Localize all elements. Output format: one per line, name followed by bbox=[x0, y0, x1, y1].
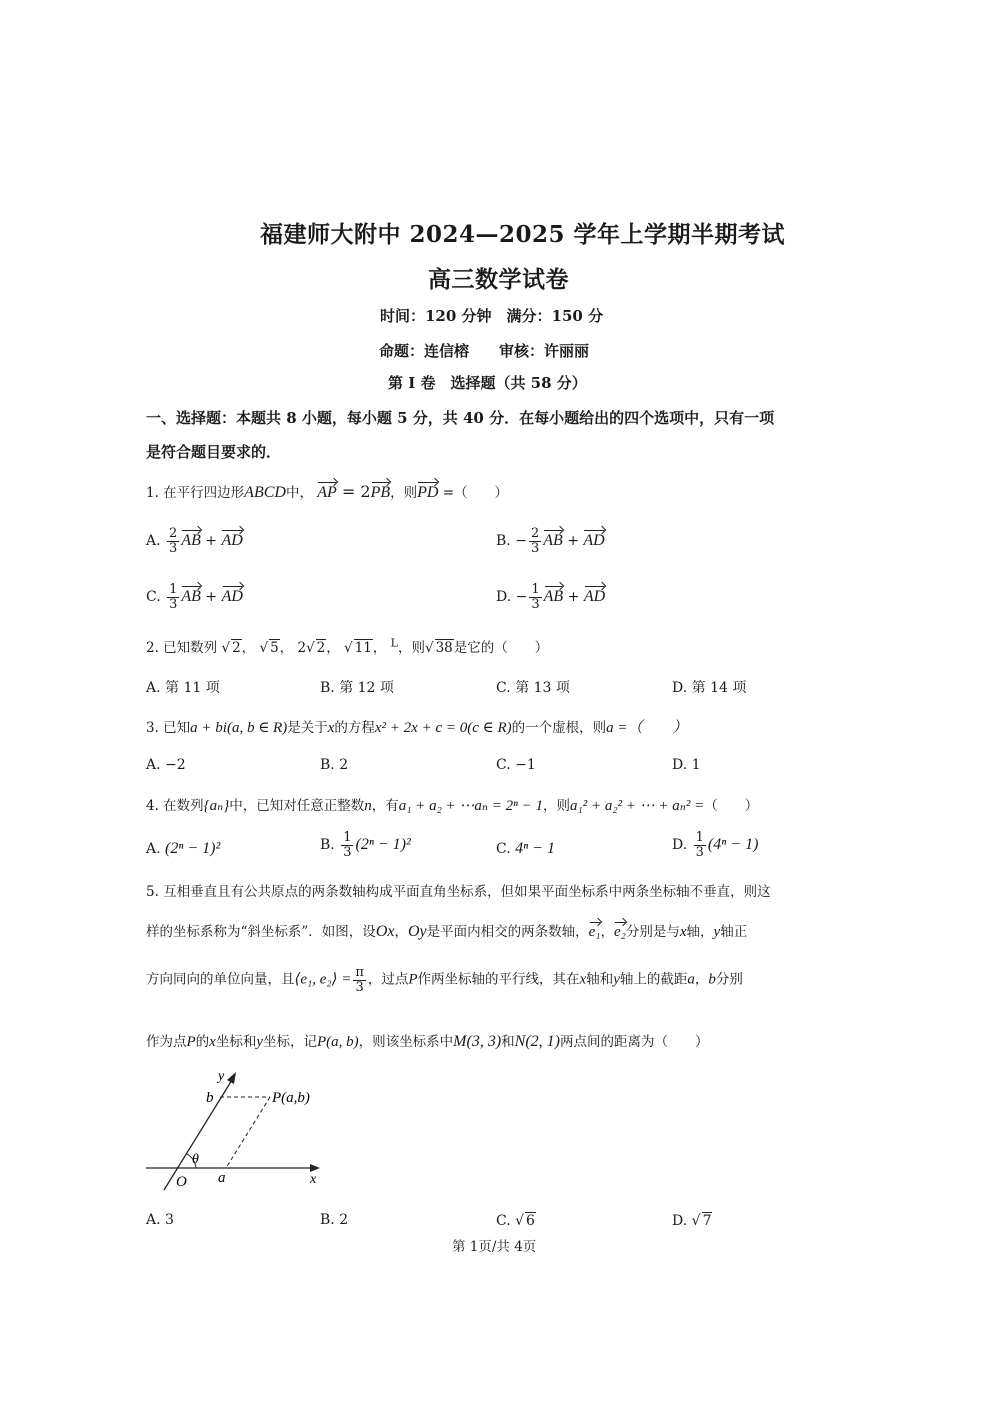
vector-ab: AB bbox=[543, 532, 563, 550]
q4-equation: a₁ + a₂ + ⋯aₙ = 2ⁿ − 1 bbox=[398, 798, 543, 814]
q5-oy: Oy bbox=[407, 923, 427, 940]
q1-prefix: 1. 在平行四边形 bbox=[146, 485, 245, 501]
question-5-line-2 bbox=[146, 920, 747, 941]
q5-b: b bbox=[708, 971, 716, 988]
vector-e1: e₁ bbox=[588, 924, 601, 940]
q5-sep: ， bbox=[600, 924, 614, 940]
q5-ox: Ox bbox=[375, 923, 395, 940]
theta-label: θ bbox=[192, 1152, 199, 1167]
q4-ask: （ ） bbox=[704, 798, 759, 814]
q2-option-b: B. 第 12 项 bbox=[320, 680, 394, 696]
q4-option-d bbox=[672, 831, 758, 859]
vector-ad: AD bbox=[221, 588, 243, 606]
option-label: A. bbox=[146, 533, 161, 550]
q4-n: n bbox=[364, 798, 372, 814]
fraction bbox=[167, 583, 179, 611]
q5-y: y bbox=[613, 971, 620, 988]
oblique-coordinate-figure bbox=[140, 1066, 340, 1196]
q2-target: 38 bbox=[435, 640, 453, 656]
numerator: 1 bbox=[169, 582, 178, 597]
q3-end: 的一个虚根，则 bbox=[511, 720, 607, 736]
section-instructions-line1: 一、选择题：本题共 8 小题，每小题 5 分，共 40 分．在每小题给出的四个选项中，只有一项 bbox=[146, 409, 775, 427]
q4-mid: 中，已知对任意正整数 bbox=[229, 798, 365, 814]
q5-text: 轴正 bbox=[720, 924, 748, 940]
section-instructions-line2: 是符合题目要求的． bbox=[146, 443, 282, 461]
q4-sequence: {aₙ} bbox=[203, 798, 230, 814]
q1-shape: ABCD bbox=[244, 484, 286, 501]
exam-subtitle: 高三数学试卷 bbox=[428, 266, 569, 293]
fraction bbox=[353, 966, 366, 994]
q4-then: ，则 bbox=[542, 798, 570, 814]
denominator: 3 bbox=[343, 844, 352, 860]
plus-sign: + bbox=[200, 533, 222, 550]
q5-text: 作为点 bbox=[146, 1034, 187, 1050]
time-info: 时间：120 分钟 满分：150 分 bbox=[380, 307, 604, 325]
denominator: 3 bbox=[695, 844, 704, 860]
numerator: 1 bbox=[343, 830, 352, 845]
y-axis-label: y bbox=[218, 1069, 225, 1084]
q1-then: ，则 bbox=[390, 485, 418, 501]
q3-mid: 是关于 bbox=[287, 720, 328, 736]
q5-text: 样的坐标系称为“斜坐标系”．如图，设 bbox=[146, 924, 376, 940]
q4-option-a bbox=[146, 840, 220, 858]
option-sign: − bbox=[515, 589, 528, 606]
q5-angle: ⟨e₁, e₂⟩ = bbox=[294, 971, 352, 988]
question-4 bbox=[146, 794, 758, 815]
y-axis-arrow bbox=[227, 1072, 236, 1084]
sqrt-value: 7 bbox=[702, 1213, 712, 1229]
q2-prefix: 2. 已知数列 bbox=[146, 640, 218, 656]
a-label: a bbox=[218, 1170, 226, 1186]
vector-e2: e₂ bbox=[614, 924, 626, 940]
q5-text: 和 bbox=[501, 1034, 515, 1050]
x-axis-arrow bbox=[310, 1164, 320, 1172]
denominator: 3 bbox=[169, 540, 178, 556]
q1-option-b bbox=[496, 527, 605, 555]
q5-text: ，过点 bbox=[367, 971, 409, 988]
vector-ab: AB bbox=[181, 588, 201, 606]
vector-ap: AP bbox=[317, 484, 337, 501]
vector-ab: AB bbox=[181, 532, 201, 550]
question-5-line-1: 5. 互相垂直且有公共原点的两条数轴构成平面直角坐标系，但如果平面坐标系中两条坐标轴不垂直，则这 bbox=[146, 884, 771, 900]
q5-pab: P(a, b) bbox=[317, 1034, 359, 1050]
vector-ad: AD bbox=[583, 588, 606, 606]
plus-sign: + bbox=[200, 589, 222, 606]
vector-pd: PD bbox=[417, 484, 439, 501]
q2-term-3: 2 bbox=[316, 640, 326, 656]
question-3 bbox=[146, 716, 688, 737]
option-label: B. bbox=[496, 533, 511, 550]
q5-text: 作两坐标轴的平行线，其在 bbox=[417, 971, 580, 988]
option-label: C. bbox=[496, 841, 511, 857]
q4-option-b bbox=[320, 831, 411, 859]
q3-option-d: D. 1 bbox=[672, 757, 701, 773]
b-label: b bbox=[206, 1090, 214, 1106]
option-label: D. bbox=[672, 1213, 688, 1229]
fraction bbox=[529, 583, 541, 611]
denominator: 3 bbox=[530, 540, 540, 556]
q5-text: 坐标和 bbox=[215, 1034, 257, 1050]
part-heading: 第 I 卷 选择题（共 58 分） bbox=[388, 374, 587, 392]
q5-text: 分别是与 bbox=[625, 924, 680, 940]
page-footer: 第 1页/共 4页 bbox=[452, 1239, 537, 1255]
q3-option-b: B. 2 bbox=[320, 757, 349, 773]
q2-option-c: C. 第 13 项 bbox=[496, 680, 570, 696]
vector-ad: AD bbox=[221, 532, 243, 550]
option-expr: (4ⁿ − 1) bbox=[707, 836, 759, 854]
denominator: 3 bbox=[531, 596, 540, 612]
plus-sign: + bbox=[562, 533, 584, 550]
q2-option-a: A. 第 11 项 bbox=[146, 680, 220, 696]
q5-option-b: B. 2 bbox=[320, 1212, 349, 1228]
q2-term-2: 5 bbox=[270, 640, 279, 656]
numerator: 2 bbox=[169, 526, 178, 541]
q3-option-a: A. −2 bbox=[146, 757, 186, 773]
q5-sep: ， bbox=[394, 924, 408, 940]
sqrt-value: 6 bbox=[526, 1213, 535, 1229]
option-sign: − bbox=[515, 533, 527, 550]
option-label: B. bbox=[320, 837, 335, 854]
q1-cond-eq: = 2 bbox=[336, 482, 371, 501]
vector-ab: AB bbox=[543, 588, 564, 606]
q5-text: 分别 bbox=[715, 971, 743, 988]
option-label: A. bbox=[146, 841, 161, 857]
q1-mid: 中， bbox=[285, 485, 313, 501]
q3-expr: a + bi(a, b ∈ R) bbox=[190, 720, 288, 736]
authors-info: 命题：连信榕 审核：许丽丽 bbox=[379, 342, 590, 360]
q5-x: x bbox=[679, 924, 687, 940]
q5-option-d: D. √ 7 bbox=[672, 1213, 712, 1229]
q4-mid2: ，有 bbox=[371, 798, 399, 814]
q5-text: ， bbox=[694, 971, 709, 988]
q5-a: a bbox=[687, 971, 695, 988]
q4-target: a₁² + a₂² + ⋯ + aₙ² = bbox=[569, 798, 705, 814]
q4-option-c bbox=[496, 840, 555, 858]
numerator: 1 bbox=[695, 830, 704, 845]
q5-p: P bbox=[186, 1034, 196, 1050]
option-label: D. bbox=[496, 589, 512, 606]
option-label: C. bbox=[146, 589, 161, 606]
q2-dots: L bbox=[390, 636, 398, 650]
p-label: P(a,b) bbox=[272, 1090, 310, 1106]
q2-term-4: 11 bbox=[354, 640, 372, 656]
question-5-line-4 bbox=[146, 1030, 708, 1051]
q5-option-c: C. √ 6 bbox=[496, 1213, 535, 1229]
fraction bbox=[341, 831, 353, 859]
option-expr: (2ⁿ − 1)² bbox=[165, 840, 221, 857]
numerator: 2 bbox=[530, 526, 540, 541]
fraction bbox=[167, 527, 179, 555]
option-expr: 4ⁿ − 1 bbox=[515, 840, 555, 857]
fraction bbox=[529, 527, 541, 555]
q2-term-1: 2 bbox=[232, 640, 241, 656]
q3-ask: a =（ ） bbox=[606, 720, 688, 736]
option-label: C. bbox=[496, 1213, 511, 1229]
question-1 bbox=[146, 481, 508, 502]
x-axis-label: x bbox=[310, 1172, 317, 1187]
q5-point-m: M(3, 3) bbox=[453, 1033, 502, 1050]
q2-then: ，则 bbox=[397, 640, 425, 656]
numerator: π bbox=[355, 965, 364, 980]
q5-text: 是平面内相交的两条数轴， bbox=[426, 924, 589, 940]
origin-label: O bbox=[176, 1174, 187, 1190]
q5-text: 轴， bbox=[686, 924, 714, 940]
q5-x: x bbox=[579, 971, 587, 988]
vector-ad: AD bbox=[583, 532, 605, 550]
q5-point-n: N(2, 1) bbox=[514, 1033, 560, 1050]
q5-text: ，则该坐标系中 bbox=[358, 1034, 454, 1050]
question-5-line-3 bbox=[146, 966, 743, 994]
q5-text: 的 bbox=[195, 1034, 210, 1050]
denominator: 3 bbox=[355, 979, 364, 995]
dashed-line-side bbox=[226, 1097, 270, 1168]
option-expr: (2ⁿ − 1)² bbox=[355, 836, 411, 854]
q2-term-3-coef: 2 bbox=[297, 640, 307, 656]
option-label: D. bbox=[672, 837, 688, 854]
q5-y: y bbox=[256, 1034, 264, 1050]
q3-mid2: 的方程 bbox=[334, 720, 375, 736]
q1-option-a bbox=[146, 527, 243, 555]
numerator: 1 bbox=[531, 582, 540, 597]
q5-text: 两点间的距离为（ ） bbox=[559, 1034, 709, 1050]
q3-option-c: C. −1 bbox=[496, 757, 536, 773]
q5-y: y bbox=[713, 924, 721, 940]
q3-prefix: 3. 已知 bbox=[146, 720, 191, 736]
plus-sign: + bbox=[563, 589, 584, 606]
q5-text: 轴上的截距 bbox=[619, 971, 688, 988]
q3-equation: x² + 2x + c = 0(c ∈ R) bbox=[374, 720, 512, 736]
q5-p: P bbox=[408, 971, 418, 988]
q3-var: x bbox=[327, 720, 335, 736]
q5-option-a: A. 3 bbox=[146, 1212, 174, 1228]
exam-title: 福建师大附中 2024—2025 学年上学期半期考试 bbox=[260, 221, 786, 248]
q2-option-d: D. 第 14 项 bbox=[672, 680, 747, 696]
q5-x: x bbox=[209, 1034, 216, 1050]
q4-prefix: 4. 在数列 bbox=[146, 798, 204, 814]
q1-option-c bbox=[146, 583, 243, 611]
question-2: 2. 已知数列 √ 2， √ 5， 2√ 2， √ 11， $^L$，则√ 38是它的（ ） bbox=[146, 636, 549, 656]
q5-text: 坐标，记 bbox=[263, 1034, 318, 1050]
q1-option-d bbox=[496, 583, 605, 611]
q5-text: 轴和 bbox=[586, 971, 614, 988]
q5-text: 方向同向的单位向量，且 bbox=[146, 971, 295, 988]
vector-pb: PB bbox=[370, 484, 391, 501]
fraction bbox=[694, 831, 706, 859]
denominator: 3 bbox=[169, 596, 178, 612]
q1-ask: =（ ） bbox=[438, 485, 509, 501]
q2-ask: 是它的（ ） bbox=[453, 640, 549, 656]
